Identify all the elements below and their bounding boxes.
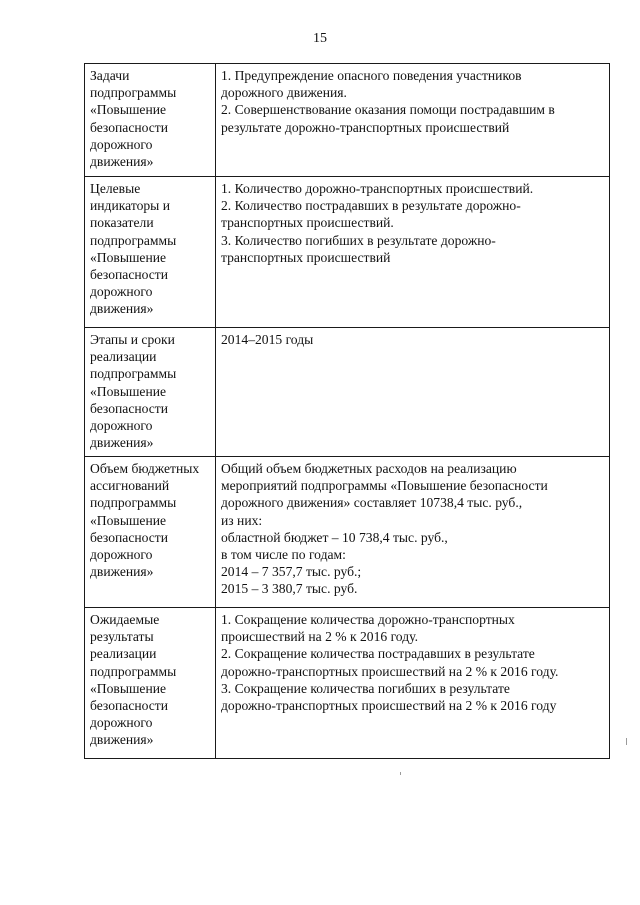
label-line: Этапы и сроки bbox=[90, 332, 175, 347]
subprogram-passport-table bbox=[84, 63, 610, 759]
row-label-results bbox=[85, 608, 216, 759]
label-line: безопасности bbox=[90, 529, 169, 545]
content-line: 2014 – 7 357,7 тыс. руб.; bbox=[221, 564, 362, 580]
content-line: дорожно-транспортных происшествий на 2 % к 2016 году. bbox=[221, 663, 559, 679]
label-line: показатели bbox=[90, 215, 154, 231]
label-line: результаты bbox=[90, 629, 154, 645]
label-line: подпрограммы bbox=[90, 366, 177, 382]
table-row-indicators bbox=[85, 177, 610, 328]
label-line: дорожного bbox=[90, 418, 153, 434]
label-line: движения» bbox=[90, 301, 154, 317]
row-content-tasks bbox=[216, 64, 610, 177]
content-line: результате дорожно-транспортных происшествий bbox=[221, 119, 510, 135]
content-line: транспортных происшествий bbox=[221, 249, 391, 265]
label-line: «Повышение bbox=[90, 383, 167, 399]
content-line: 2015 – 3 380,7 тыс. руб. bbox=[221, 581, 358, 597]
row-label-tasks bbox=[85, 64, 216, 177]
label-line: реализации bbox=[90, 349, 157, 365]
row-label-budget bbox=[85, 457, 216, 608]
label-line: движения» bbox=[90, 435, 154, 451]
content-line: 2. Количество пострадавших в результате дорожно- bbox=[221, 198, 521, 214]
label-line: Объем бюджетных bbox=[90, 461, 200, 476]
row-label-stages bbox=[85, 328, 216, 457]
content-line: в том числе по годам: bbox=[221, 547, 346, 563]
content-line: дорожного движения» составляет 10738,4 тыс. руб., bbox=[221, 495, 523, 511]
content-line: дорожного движения. bbox=[221, 85, 347, 101]
label-line: подпрограммы bbox=[90, 85, 177, 101]
row-content-results bbox=[216, 608, 610, 759]
label-line: Задачи bbox=[90, 68, 130, 83]
label-line: реализации bbox=[90, 646, 157, 662]
content-line: транспортных происшествий. bbox=[221, 215, 394, 231]
label-line: безопасности bbox=[90, 267, 169, 283]
label-line: подпрограммы bbox=[90, 232, 177, 248]
label-line: дорожного bbox=[90, 284, 153, 300]
content-line: 2. Сокращение количества пострадавших в результате bbox=[221, 646, 535, 662]
label-line: дорожного bbox=[90, 136, 153, 152]
content-line: происшествий на 2 % к 2016 году. bbox=[221, 629, 418, 645]
content-line: 3. Сокращение количества погибших в результате bbox=[221, 680, 510, 696]
row-content-indicators bbox=[216, 177, 610, 328]
label-line: подпрограммы bbox=[90, 495, 177, 511]
label-line: индикаторы и bbox=[90, 198, 170, 214]
label-line: движения» bbox=[90, 154, 154, 170]
table-row-stages bbox=[85, 328, 610, 457]
content-line: Общий объем бюджетных расходов на реализацию bbox=[221, 461, 517, 476]
row-label-indicators bbox=[85, 177, 216, 328]
label-line: движения» bbox=[90, 732, 154, 748]
label-line: «Повышение bbox=[90, 680, 167, 696]
scan-artifact-mark bbox=[400, 772, 401, 775]
content-line: 1. Количество дорожно-транспортных происшествий. bbox=[221, 181, 534, 196]
content-line: 2. Совершенствование оказания помощи пострадавшим в bbox=[221, 102, 555, 118]
label-line: ассигнований bbox=[90, 478, 170, 494]
row-content-budget bbox=[216, 457, 610, 608]
table-row-results bbox=[85, 608, 610, 759]
row-content-stages bbox=[216, 328, 610, 457]
label-line: «Повышение bbox=[90, 512, 167, 528]
label-line: безопасности bbox=[90, 119, 169, 135]
label-line: Ожидаемые bbox=[90, 612, 160, 627]
label-line: Целевые bbox=[90, 181, 141, 196]
content-line: из них: bbox=[221, 512, 263, 528]
page-number: 15 bbox=[313, 31, 327, 46]
label-line: безопасности bbox=[90, 698, 169, 714]
label-line: движения» bbox=[90, 564, 154, 580]
content-line: областной бюджет – 10 738,4 тыс. руб., bbox=[221, 529, 448, 545]
scan-artifact-mark bbox=[626, 738, 627, 745]
content-line: 1. Сокращение количества дорожно-транспортных bbox=[221, 612, 515, 627]
table-row-budget bbox=[85, 457, 610, 608]
content-line: дорожно-транспортных происшествий на 2 % к 2016 году bbox=[221, 698, 557, 714]
label-line: подпрограммы bbox=[90, 663, 177, 679]
table-row-tasks bbox=[85, 64, 610, 177]
label-line: безопасности bbox=[90, 400, 169, 416]
label-line: дорожного bbox=[90, 547, 153, 563]
content-line: 2014–2015 годы bbox=[221, 332, 314, 347]
content-line: 3. Количество погибших в результате дорожно- bbox=[221, 232, 496, 248]
content-line: 1. Предупреждение опасного поведения участников bbox=[221, 68, 522, 83]
label-line: «Повышение bbox=[90, 249, 167, 265]
content-line: мероприятий подпрограммы «Повышение безопасности bbox=[221, 478, 548, 494]
label-line: дорожного bbox=[90, 715, 153, 731]
label-line: «Повышение bbox=[90, 102, 167, 118]
